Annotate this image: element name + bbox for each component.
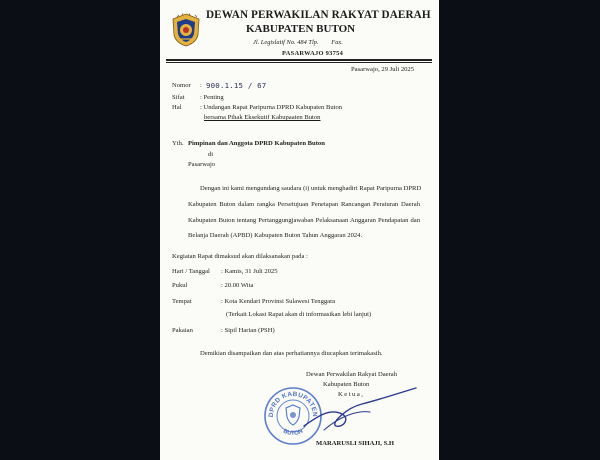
hari-value: : Kamis, 31 Juli 2025: [221, 268, 278, 275]
letterhead-city: PASARWAJO 93754: [282, 50, 344, 57]
sifat-value: : Penting: [200, 94, 224, 101]
letterhead-rule: [166, 59, 432, 61]
pukul-label: Pukul: [172, 282, 188, 289]
letterhead-rule-thin: [166, 62, 432, 63]
recipient-place: Pasarwajo: [188, 161, 216, 168]
recipient-di: di: [208, 151, 214, 158]
hari-label: Hari / Tanggal: [172, 268, 210, 275]
body-line4: Belanja Daerah (APBD) Kabupaten Buton Tahun Anggaran 2024.: [188, 232, 363, 239]
tempat-value: : Kota Kendari Provinsi Sulawesi Tenggara: [221, 298, 336, 305]
letterhead-address: Jl. Legislatif No. 484 Tlp. Fax.: [253, 39, 343, 46]
sign-role: Ketua,: [338, 391, 365, 398]
sign-org-line1: Dewan Perwakilan Rakyat Daerah: [306, 371, 397, 378]
letterhead-title: DEWAN PERWAKILAN RAKYAT DAERAH: [206, 9, 431, 21]
hal-label: Hal: [172, 104, 182, 111]
closing-text: Demikian disampaikan dan atas perhatiannya diucapkan terimakasih.: [200, 350, 383, 357]
pukul-value: : 20.00 Wita: [221, 282, 254, 289]
tempat-note: (Terkait Lokasi Rapat akan di informasikan lebi lanjut): [226, 311, 372, 318]
letterhead-subtitle: KABUPATEN BUTON: [246, 23, 356, 35]
body-line1: Dengan ini kami mengundang saudara (i) untuk menghadiri Rapat Paripurna DPRD: [200, 185, 422, 192]
pakaian-value: : Sipil Harian (PSH): [221, 327, 275, 334]
schedule-intro: Kegiatan Rapat dimaksud akan dilaksanakan pada :: [172, 253, 308, 260]
stamp-ring-top: DPRD KABUPATEN: [267, 390, 319, 418]
nomor-value: 900.1.15 / 67: [206, 81, 267, 90]
nomor-label: Nomor: [172, 82, 191, 89]
signer-name: MARARUSLI SIHAJI, S.H: [316, 440, 395, 447]
body-line3: Kabupaten Buton tentang Pertanggungjawaban Pelaksanaan Anggaran Pendapatan dan: [188, 217, 420, 224]
nomor-colon: :: [200, 82, 202, 89]
body-line2: Kabupaten Buton dalam rangka Persetujuan Penetapan Rancangan Peraturan Daerah: [188, 201, 420, 208]
dprd-emblem-icon: [171, 13, 201, 47]
hal-value-line2: bersama Pihak Eksekutif Kabupaaten Buton: [204, 114, 321, 121]
sign-org-line2: Kabupaten Buton: [323, 381, 370, 388]
letter-page: [160, 0, 439, 460]
sifat-label: Sifat: [172, 94, 185, 101]
recipient-prefix: Yth.: [172, 140, 184, 147]
recipient-name: Pimpinan dan Anggota DPRD Kabupaten Buton: [188, 140, 325, 147]
place-date: Pasarwajo, 29 Juli 2025: [351, 66, 415, 73]
stamp-ring-bottom: BUTON: [281, 428, 305, 437]
pakaian-label: Pakaian: [172, 327, 193, 334]
hal-value-line1: : Undangan Rapat Paripurna DPRD Kabupaten Buton: [200, 104, 343, 111]
handwritten-signature-icon: [300, 386, 420, 438]
tempat-label: Tempat: [172, 298, 192, 305]
